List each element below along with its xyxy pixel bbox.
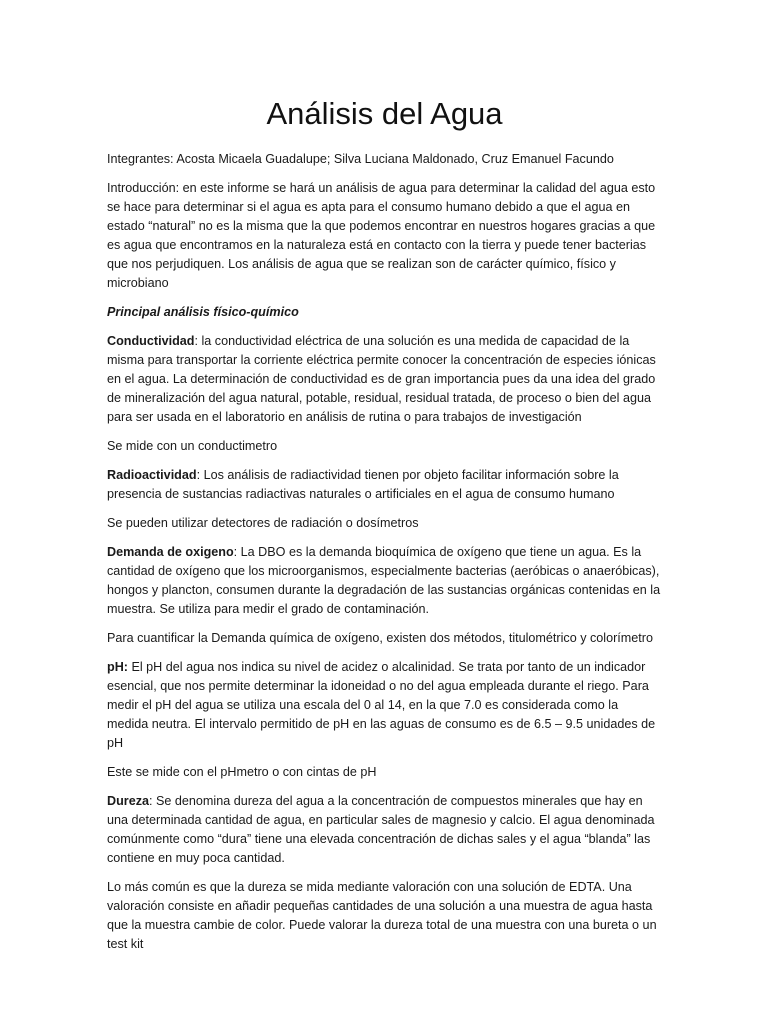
dureza-text: : Se denomina dureza del agua a la concentración de compuestos minerales que hay en una determinada cantidad de agua, en particular sales de magnesio y calcio. El agua denominada comúnmente como “dura” tiene una elevada concentración de dichas sales y el agua “blanda” las contiene en muy poca cantidad. bbox=[107, 794, 655, 865]
radioactividad-text: : Los análisis de radiactividad tienen por objeto facilitar información sobre la presencia de sustancias radiactivas naturales o artificiales en el agua de consumo humano bbox=[107, 468, 619, 501]
conductividad-note: Se mide con un conductimetro bbox=[107, 439, 278, 453]
demanda-text: : La DBO es la demanda bioquímica de oxígeno que tiene un agua. Es la cantidad de oxígeno que los microorganismos, especialmente bacterias (aeróbicas o anaeróbicas), hongos y plancton, consumen durante la degradación de las sustancias orgánicas contenidas en la muestra. Se utiliza para medir el grado de contaminación. bbox=[107, 545, 661, 616]
demanda-note: Para cuantificar la Demanda química de oxígeno, existen dos métodos, titulométrico y colorímetro bbox=[107, 631, 653, 645]
members-paragraph: Integrantes: Acosta Micaela Guadalupe; Silva Luciana Maldonado, Cruz Emanuel Facundo bbox=[107, 152, 614, 166]
dureza-note: Lo más común es que la dureza se mida mediante valoración con una solución de EDTA. Una valoración consiste en añadir pequeñas cantidades de una solución a una muestra de agua hasta que la muestra cambie de color. Puede valorar la dureza total de una muestra con una bureta o un test kit bbox=[107, 880, 657, 951]
radioactividad-note: Se pueden utilizar detectores de radiación o dosímetros bbox=[107, 516, 419, 530]
demanda-term: Demanda de oxigeno bbox=[107, 545, 234, 559]
intro-paragraph: Introducción: en este informe se hará un análisis de agua para determinar la calidad del agua esto se hace para determinar si el agua es apta para el consumo humano debido a que el agua en estado “natural” no es la misma que la que podemos encontrar en nuestros hogares gracias a que es agua que encontramos en la naturaleza está en contacto con la tierra y puede tener bacterias que nos perjudiquen. Los análisis de agua que se realizan son de carácter químico, físico y microbiano bbox=[107, 181, 656, 290]
conductividad-text: : la conductividad eléctrica de una solución es una medida de capacidad de la misma para transportar la corriente eléctrica permite conocer la concentración de especies iónicas en el agua. La determinación de conductividad es de gran importancia pues da una idea del grado de mineralización del agua natural, potable, residual, residual tratada, de proceso o bien del agua para ser usada en el laboratorio en análisis de rutina o para trabajos de investigación bbox=[107, 334, 656, 424]
document-title: Análisis del Agua bbox=[266, 96, 503, 131]
dureza-paragraph bbox=[107, 792, 662, 868]
dureza-term: Dureza bbox=[107, 794, 149, 808]
ph-paragraph bbox=[107, 658, 662, 753]
radioactividad-term: Radioactividad bbox=[107, 468, 197, 482]
radioactividad-paragraph bbox=[107, 466, 662, 504]
conductividad-paragraph bbox=[107, 332, 662, 427]
ph-text: El pH del agua nos indica su nivel de acidez o alcalinidad. Se trata por tanto de un indicador esencial, que nos permite determinar la idoneidad o no del agua empleada durante el riego. Para medir el pH del agua se utiliza una escala del 0 al 14, en la que 7.0 es considerada como la medida neutra. El intervalo permitido de pH en las aguas de consumo es de 6.5 – 9.5 unidades de pH bbox=[107, 660, 656, 750]
section-heading: Principal análisis físico-químico bbox=[107, 305, 299, 319]
conductividad-term: Conductividad bbox=[107, 334, 195, 348]
demanda-paragraph bbox=[107, 543, 662, 619]
ph-note: Este se mide con el pHmetro o con cintas de pH bbox=[107, 765, 377, 779]
ph-term: pH: bbox=[107, 660, 128, 674]
